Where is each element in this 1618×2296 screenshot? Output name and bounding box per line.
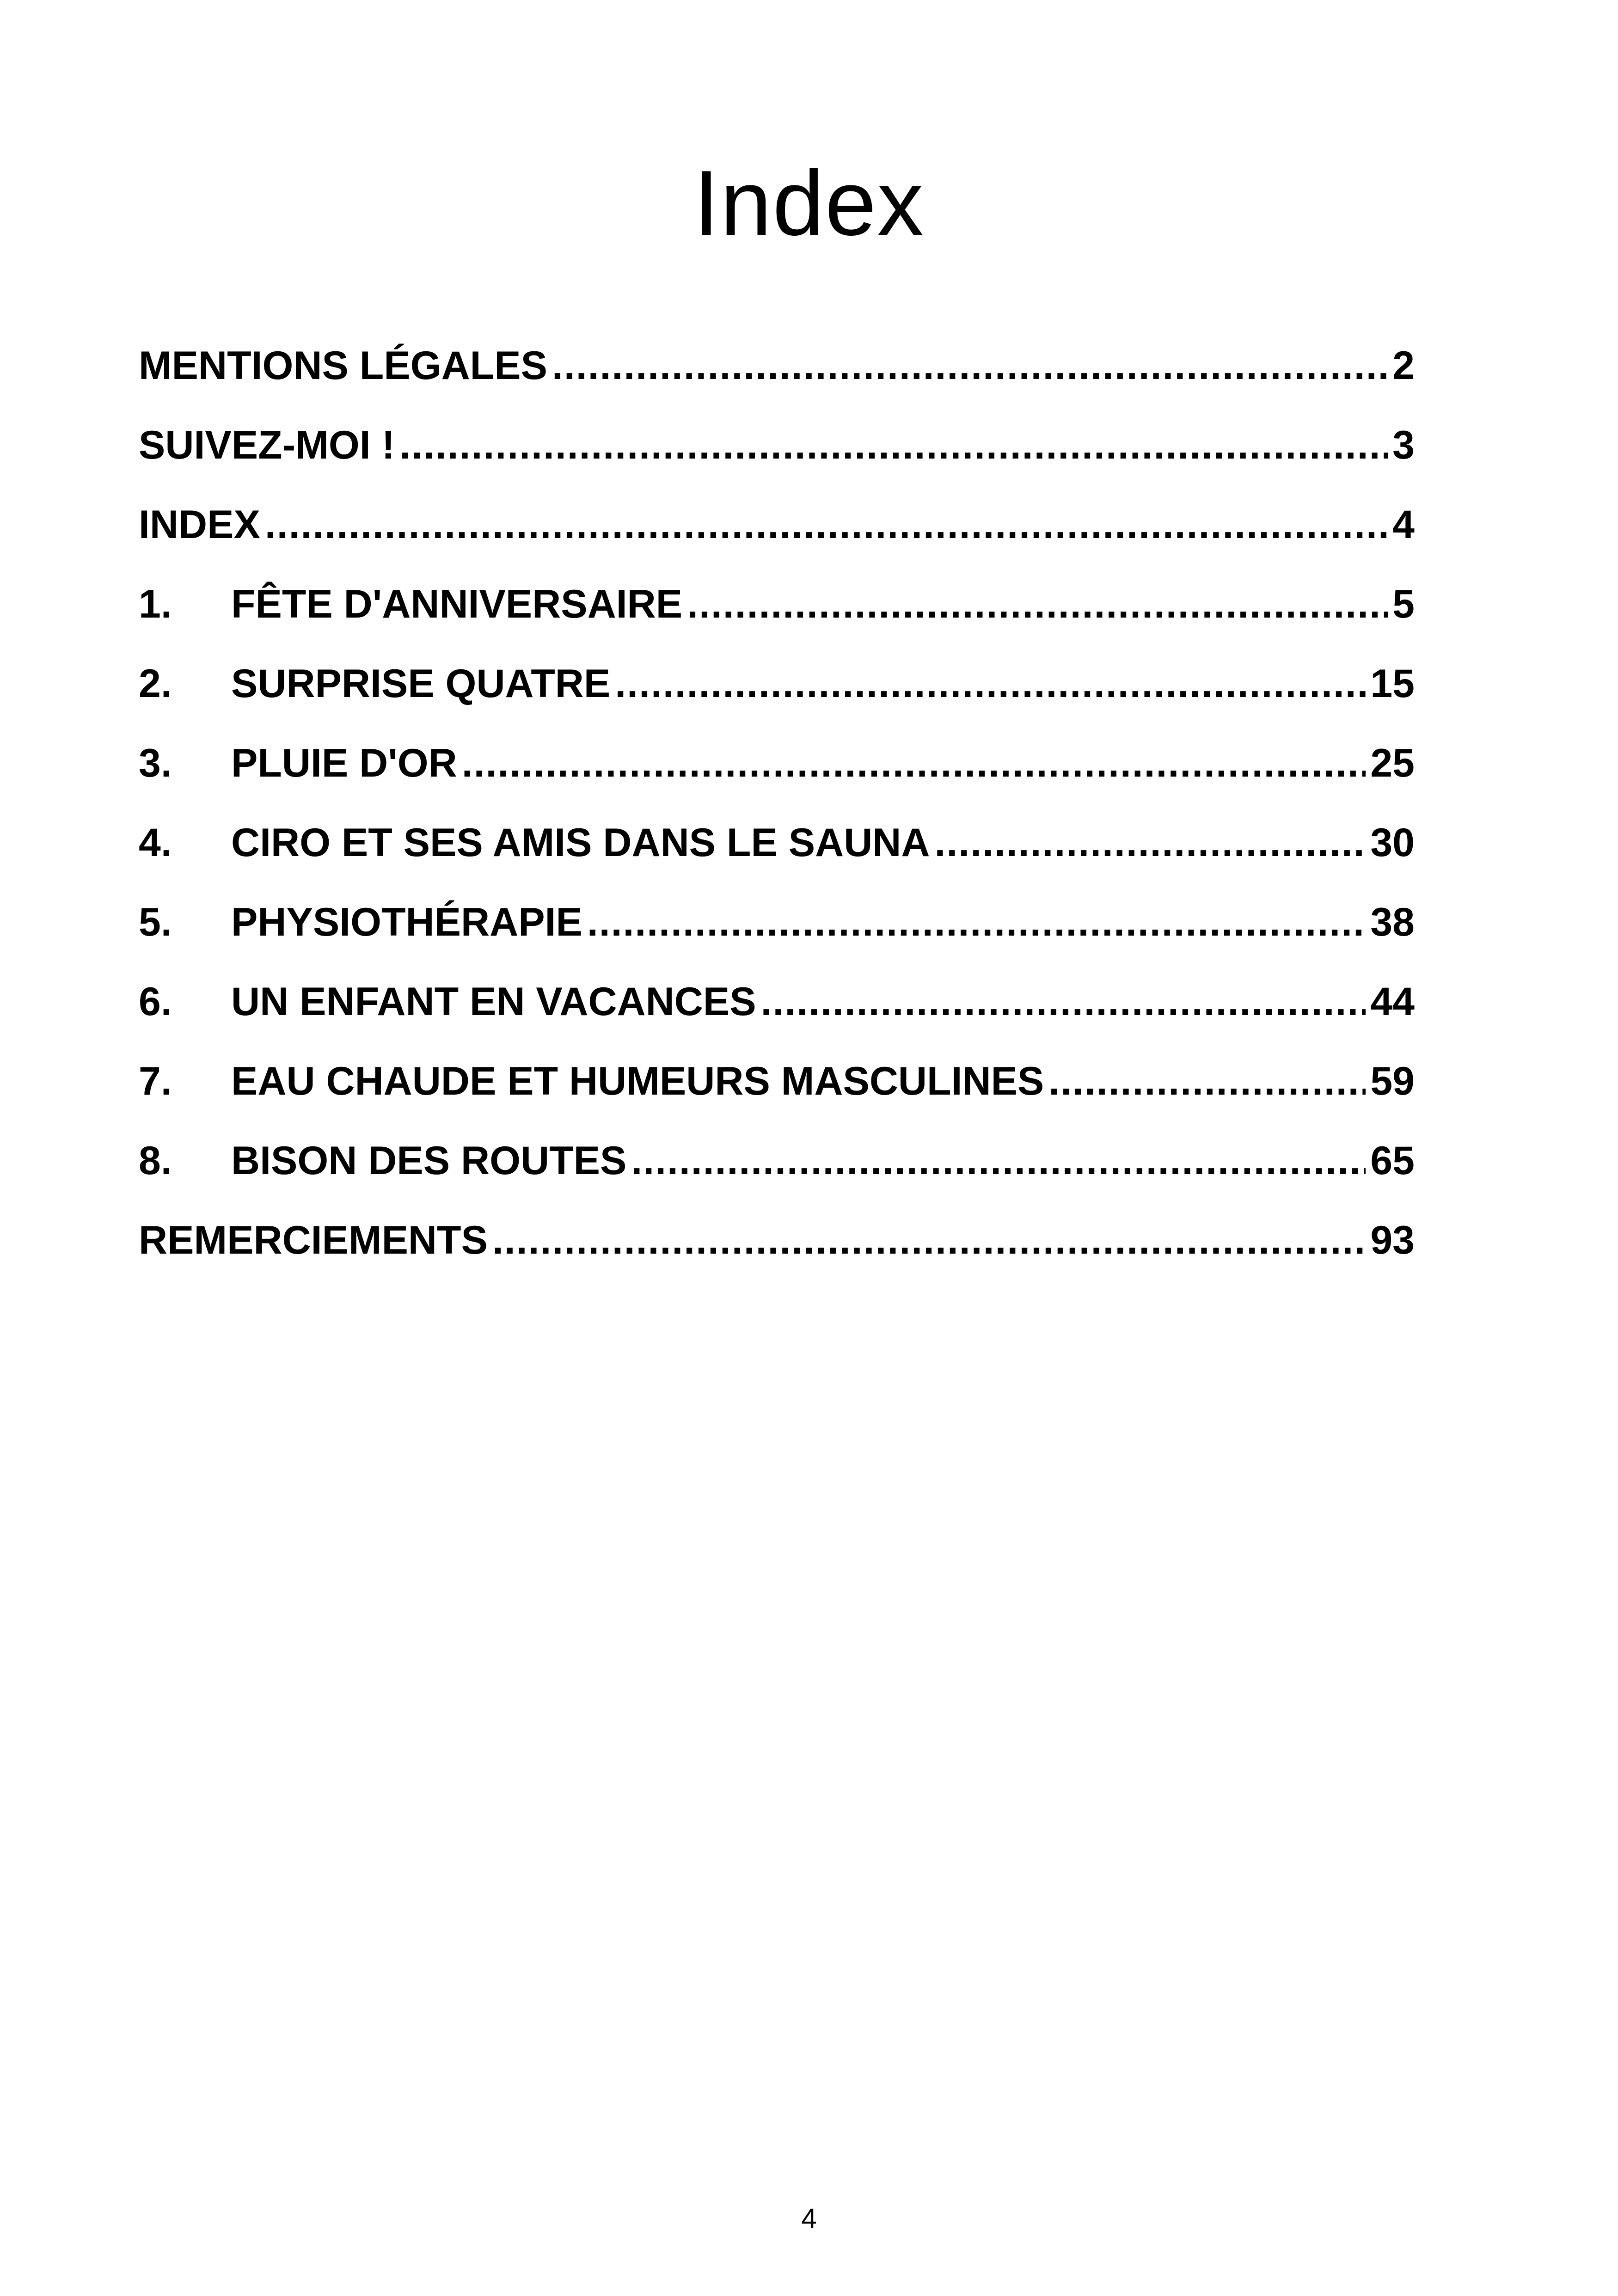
toc-entry-chapter-2[interactable]: [139, 644, 1415, 723]
toc-dot-leader: [687, 564, 1388, 644]
toc-dot-leader: [462, 723, 1366, 803]
toc-entry-chapter-8[interactable]: [139, 1121, 1415, 1200]
toc-entry-number: 1.: [139, 582, 172, 626]
toc-entry-label: FÊTE D'ANNIVERSAIRE: [231, 582, 683, 626]
toc-entry-suivez-moi[interactable]: [139, 405, 1415, 485]
toc-entry-index[interactable]: [139, 485, 1415, 564]
toc-entry-page: 93: [1370, 1218, 1415, 1262]
toc-entry-page: 25: [1370, 741, 1415, 785]
toc-entry-page: 30: [1370, 820, 1415, 865]
toc-entry-label: BISON DES ROUTES: [231, 1139, 627, 1183]
toc-entry-page: 15: [1370, 661, 1415, 706]
toc-dot-leader: [552, 326, 1388, 405]
toc-entry-number: 3.: [139, 741, 172, 785]
toc-dot-leader: [935, 803, 1366, 882]
toc-entry-number: 8.: [139, 1139, 172, 1183]
toc-entry-chapter-3[interactable]: [139, 723, 1415, 803]
toc-entry-label: PHYSIOTHÉRAPIE: [231, 900, 582, 944]
table-of-contents: [139, 326, 1415, 1280]
toc-dot-leader: [761, 962, 1366, 1041]
toc-entry-chapter-1[interactable]: [139, 564, 1415, 644]
toc-entry-label: EAU CHAUDE ET HUMEURS MASCULINES: [231, 1059, 1044, 1103]
toc-dot-leader: [587, 882, 1366, 962]
toc-entry-number: 5.: [139, 900, 172, 944]
toc-entry-chapter-6[interactable]: [139, 962, 1415, 1041]
toc-entry-chapter-5[interactable]: [139, 882, 1415, 962]
toc-entry-label: UN ENFANT EN VACANCES: [231, 980, 756, 1024]
toc-dot-leader: [1048, 1041, 1366, 1121]
toc-entry-page: 5: [1392, 582, 1415, 626]
toc-entry-chapter-4[interactable]: [139, 803, 1415, 882]
page-number: 4: [801, 2203, 817, 2234]
toc-entry-label: MENTIONS LÉGALES: [139, 343, 547, 388]
toc-entry-page: 59: [1370, 1059, 1415, 1103]
toc-entry-page: 38: [1370, 900, 1415, 944]
toc-entry-page: 2: [1392, 343, 1415, 388]
toc-entry-number: 4.: [139, 820, 172, 865]
toc-entry-label: PLUIE D'OR: [231, 741, 457, 785]
toc-entry-chapter-7[interactable]: [139, 1041, 1415, 1121]
toc-entry-mentions-legales[interactable]: [139, 326, 1415, 405]
toc-entry-label: SURPRISE QUATRE: [231, 661, 611, 706]
toc-dot-leader: [265, 485, 1388, 564]
toc-entry-page: 4: [1392, 502, 1415, 547]
toc-dot-leader: [492, 1200, 1366, 1280]
toc-entry-label: SUIVEZ-MOI !: [139, 423, 395, 467]
page-title: Index: [693, 152, 925, 255]
toc-entry-label: CIRO ET SES AMIS DANS LE SAUNA: [231, 820, 930, 865]
toc-entry-number: 6.: [139, 980, 172, 1024]
toc-entry-page: 65: [1370, 1139, 1415, 1183]
toc-entry-label: INDEX: [139, 502, 260, 547]
toc-entry-number: 7.: [139, 1059, 172, 1103]
toc-dot-leader: [631, 1121, 1366, 1200]
toc-entry-page: 3: [1392, 423, 1415, 467]
toc-entry-number: 2.: [139, 661, 172, 706]
toc-dot-leader: [615, 644, 1366, 723]
toc-entry-label: REMERCIEMENTS: [139, 1218, 488, 1262]
toc-entry-remerciements[interactable]: [139, 1200, 1415, 1280]
toc-entry-page: 44: [1370, 980, 1415, 1024]
toc-dot-leader: [399, 405, 1388, 485]
